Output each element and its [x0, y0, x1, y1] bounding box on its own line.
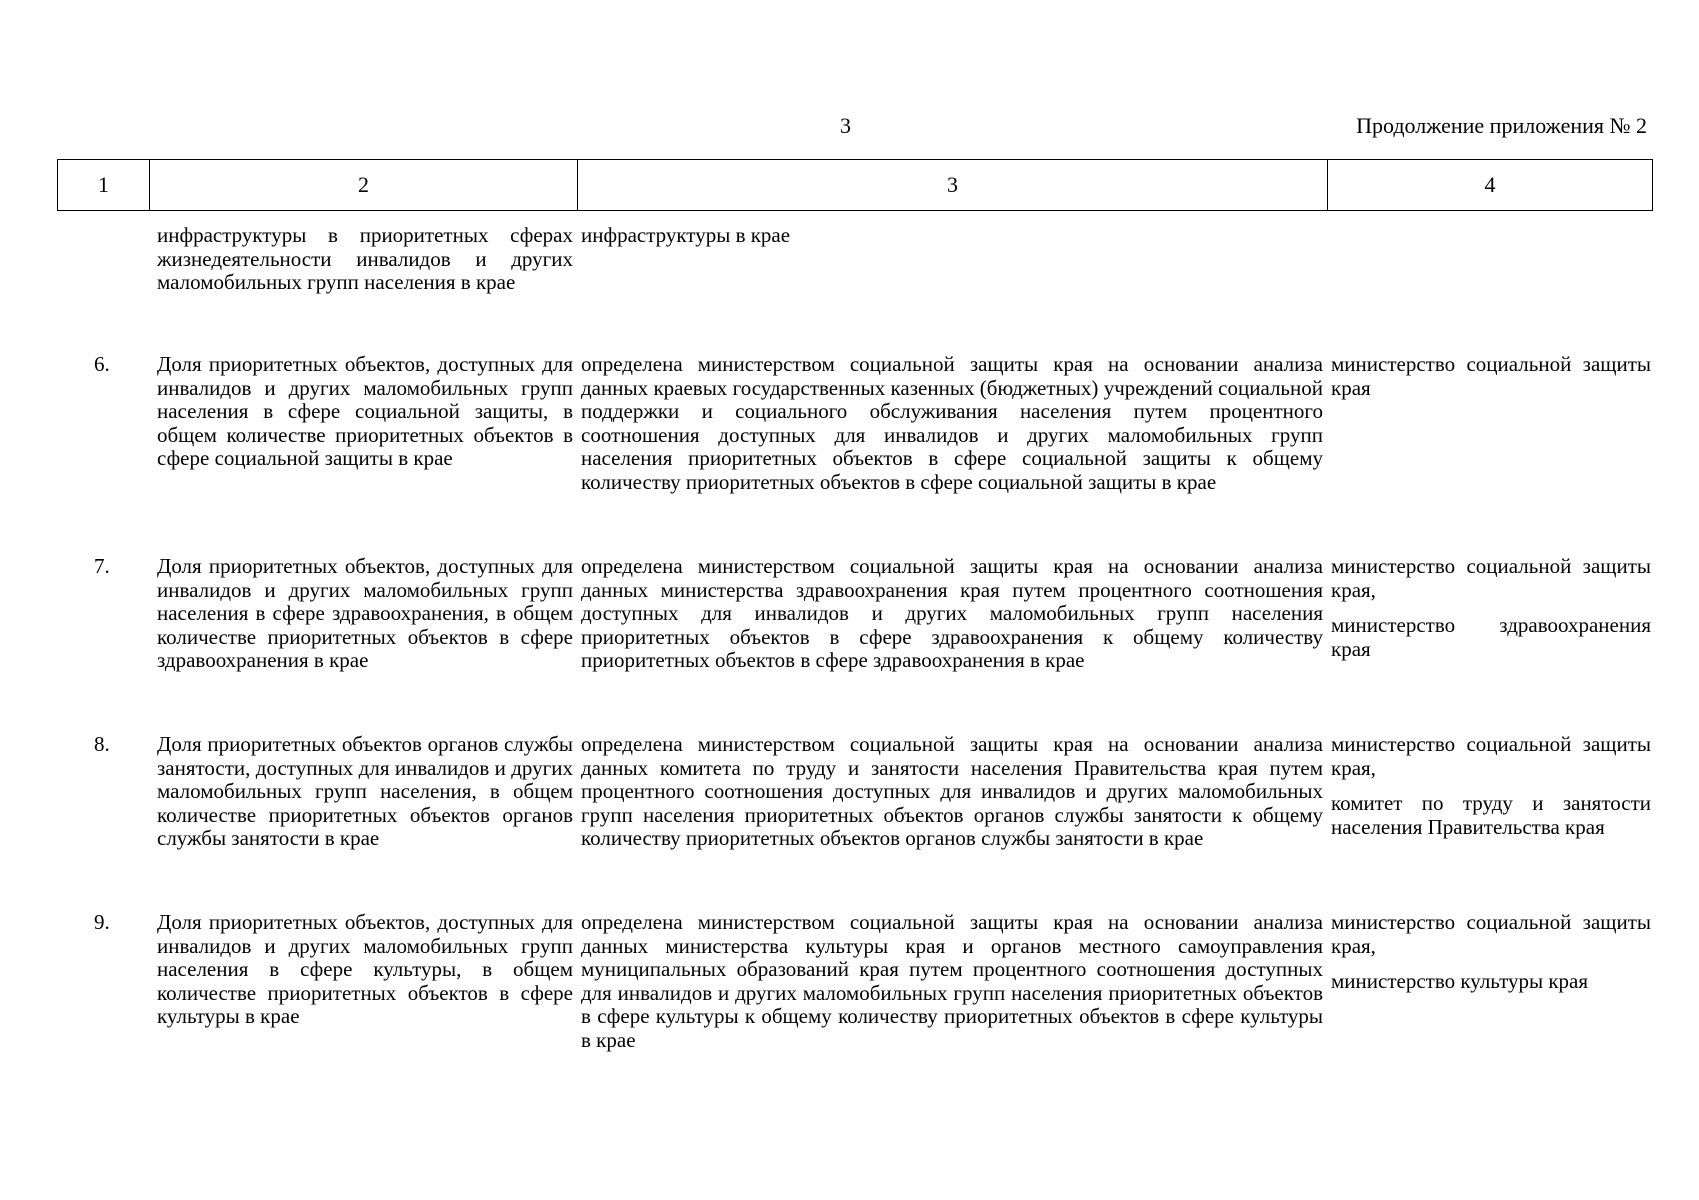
responsible-text: министерство здравоохранения края	[1331, 613, 1651, 661]
responsible-text: министерство социальной защиты края	[1331, 352, 1651, 400]
responsible-cell	[1331, 555, 1651, 661]
method-text: определена министерством социальной защиты края на основании анализа данных краевых государственных казенных (бюджетных) учреждений социальной поддержки и социального обслуживания населения путем процентного соотношения доступных для инвалидов и других маломобильных групп населения приоритетных объектов в сфере социальной защиты к общему количеству приоритетных объектов в сфере социальной защиты в крае	[581, 352, 1323, 494]
responsible-text: министерство культуры края	[1331, 969, 1589, 993]
row-number: 8.	[94, 732, 110, 756]
indicator-text: Доля приоритетных объектов, доступных для инвалидов и других маломобильных групп населения в сфере здравоохранения, в общем количестве приоритетных объектов в сфере здравоохранения в крае	[157, 554, 573, 672]
responsible-text: комитет по труду и занятости населения Правительства края	[1331, 791, 1651, 839]
header-col-2: 2	[150, 160, 578, 210]
responsible-cell	[1331, 353, 1651, 400]
responsible-cell	[1331, 733, 1651, 839]
responsible-text: министерство социальной защиты края,	[1331, 732, 1651, 780]
indicator-text: инфраструктуры в приоритетных сферах жизнедеятельности инвалидов и других маломобильных групп населения в крае	[157, 223, 573, 294]
indicator-text: Доля приоритетных объектов, доступных для инвалидов и других маломобильных групп населения в сфере социальной защиты, в общем количестве приоритетных объектов в сфере социальной защиты в крае	[157, 352, 573, 470]
page-number: 3	[840, 113, 851, 138]
indicator-text: Доля приоритетных объектов, доступных для инвалидов и других маломобильных групп населения в сфере культуры, в общем количестве приоритетных объектов в сфере культуры в крае	[157, 910, 573, 1028]
method-text: определена министерством социальной защиты края на основании анализа данных министерства культуры края и органов местного самоуправления муниципальных образований края путем процентного соотношения доступных для инвалидов и других маломобильных групп населения приоритетных объектов в сфере культуры к общему количеству приоритетных объектов в сфере культуры в крае	[581, 910, 1323, 1052]
header-col-3: 3	[578, 160, 1328, 210]
responsible-text: министерство социальной защиты края,	[1331, 554, 1651, 602]
header-col-4: 4	[1484, 172, 1496, 198]
method-text: определена министерством социальной защиты края на основании анализа данных министерства здравоохранения края путем процентного соотношения доступных для инвалидов и других маломобильных групп населения приоритетных объектов в сфере здравоохранения к общему количеству приоритетных объектов в сфере здравоохранения в крае	[581, 554, 1323, 672]
method-text: инфраструктуры в крае	[581, 223, 791, 247]
row-number: 9.	[94, 910, 110, 934]
responsible-text: министерство социальной защиты края,	[1331, 910, 1651, 958]
header-col-1: 1	[58, 160, 150, 210]
appendix-label: Продолжение приложения № 2	[1356, 113, 1647, 138]
row-number: 7.	[94, 554, 110, 578]
responsible-cell	[1331, 911, 1651, 994]
method-text: определена министерством социальной защиты края на основании анализа данных комитета по труду и занятости населения Правительства края путем процентного соотношения доступных для инвалидов и других маломобильных групп населения приоритетных объектов органов службы занятости к общему количеству приоритетных объектов органов службы занятости в крае	[581, 732, 1323, 850]
table-header-row	[57, 159, 1653, 211]
row-number: 6.	[94, 352, 110, 376]
indicator-text: Доля приоритетных объектов органов службы занятости, доступных для инвалидов и других маломобильных групп населения, в общем количестве приоритетных объектов органов службы занятости в крае	[157, 732, 573, 850]
